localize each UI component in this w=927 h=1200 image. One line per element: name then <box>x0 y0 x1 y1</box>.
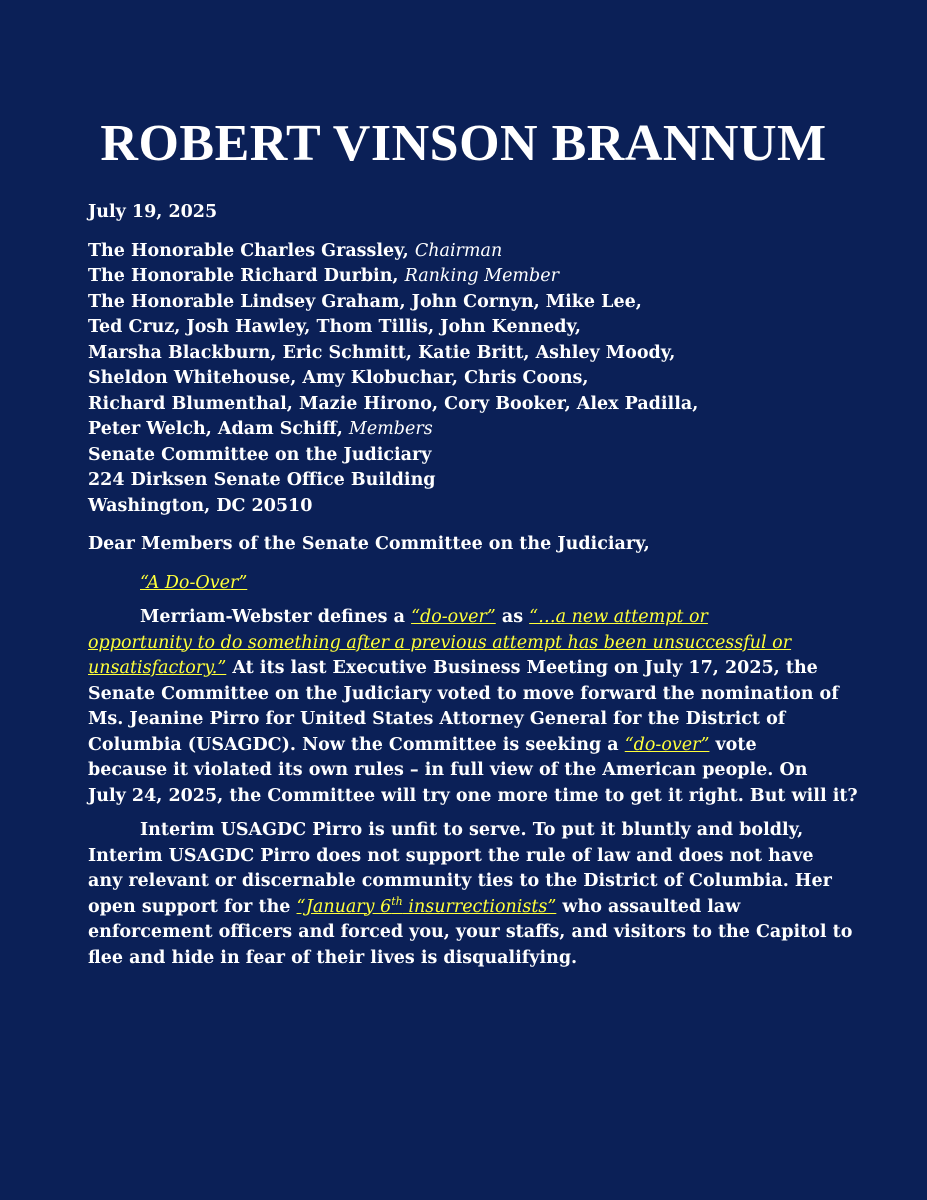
paragraph-line: Interim USAGDC Pirro is unfit to serve. To put it bluntly and boldly, <box>140 820 804 840</box>
committee-name: Senate Committee on the Judiciary <box>88 444 432 465</box>
recipient-line <box>88 417 848 443</box>
paragraph-2 <box>88 818 853 971</box>
recipient-line <box>88 264 848 290</box>
salutation: Dear Members of the Senate Committee on the Judiciary, <box>88 534 650 554</box>
text-run: open support for the <box>88 896 297 917</box>
paragraph-line: Senate Committee on the Judiciary voted to move forward the nomination of <box>88 683 839 704</box>
recipient-line: Sheldon Whitehouse, Amy Klobuchar, Chris Coons, <box>88 368 589 388</box>
quoted-term: “do-over” <box>411 607 496 627</box>
recipient-line <box>88 239 848 265</box>
address-line: 224 Dirksen Senate Office Building <box>88 470 436 490</box>
paragraph-line: because it violated its own rules – in full view of the American people. On <box>88 760 808 780</box>
quoted-definition: unsatisfactory.” <box>88 658 227 678</box>
recipient-role: Ranking Member <box>404 266 559 286</box>
text-run: Columbia (USAGDC). Now the Committee is seeking a <box>88 734 625 755</box>
paragraph-line: Interim USAGDC Pirro does not support the rule of law and does not have <box>88 845 814 866</box>
text-run: “January 6 <box>296 896 392 917</box>
recipient-line: Ted Cruz, Josh Hawley, Thom Tillis, John Kennedy, <box>88 317 582 337</box>
address-line: Washington, DC 20510 <box>88 495 313 516</box>
letterhead-name: ROBERT VINSON BRANNUM <box>100 115 827 172</box>
text-run: At its last Executive Business Meeting on July 17, 2025, the <box>226 658 818 678</box>
text-run: vote <box>709 734 757 755</box>
quoted-definition: “…a new attempt or <box>529 607 708 627</box>
recipients-block <box>88 239 848 520</box>
paragraph-line: any relevant or discernable community ties to the District of Columbia. Her <box>88 871 832 891</box>
quoted-term <box>296 894 557 917</box>
paragraph-line: Ms. Jeanine Pirro for United States Attorney General for the District of <box>88 709 786 729</box>
quoted-definition: opportunity to do something after a previous attempt has been unsuccessful or <box>88 632 792 653</box>
section-title <box>88 571 848 597</box>
paragraph-line: July 24, 2025, the Committee will try one more time to get it right. But will it? <box>88 785 858 806</box>
text-run: as <box>495 607 530 627</box>
paragraph-line <box>88 605 848 631</box>
paragraph-line <box>88 733 848 759</box>
paragraph-1 <box>88 605 858 809</box>
paragraph-line <box>88 631 848 657</box>
recipient-line: Richard Blumenthal, Mazie Hirono, Cory Booker, Alex Padilla, <box>88 393 699 414</box>
recipient-name: Peter Welch, Adam Schiff, <box>88 419 343 439</box>
recipient-line: The Honorable Lindsey Graham, John Cornyn, Mike Lee, <box>88 291 642 312</box>
paragraph-line <box>88 656 848 682</box>
section-title-highlight: “A Do-Over” <box>140 572 248 593</box>
recipient-role: Members <box>348 419 433 439</box>
paragraph-line: enforcement officers and forced you, your staffs, and visitors to the Capitol to <box>88 922 853 942</box>
text-run: insurrectionists” <box>402 896 557 917</box>
paragraph-line <box>88 895 848 921</box>
recipient-role: Chairman <box>414 240 503 261</box>
quoted-term: “do-over” <box>624 734 710 755</box>
recipient-name: The Honorable Charles Grassley, <box>88 240 409 261</box>
text-run: who assaulted law <box>556 896 741 917</box>
paragraph-line: flee and hide in fear of their lives is disqualifying. <box>88 947 578 968</box>
ordinal-suffix: th <box>391 894 403 908</box>
letter-date: July 19, 2025 <box>88 202 218 222</box>
text-run: Merriam-Webster defines a <box>140 607 412 627</box>
recipient-name: The Honorable Richard Durbin, <box>88 266 399 286</box>
letter-body <box>88 200 858 980</box>
recipient-line: Marsha Blackburn, Eric Schmitt, Katie Britt, Ashley Moody, <box>88 342 676 363</box>
